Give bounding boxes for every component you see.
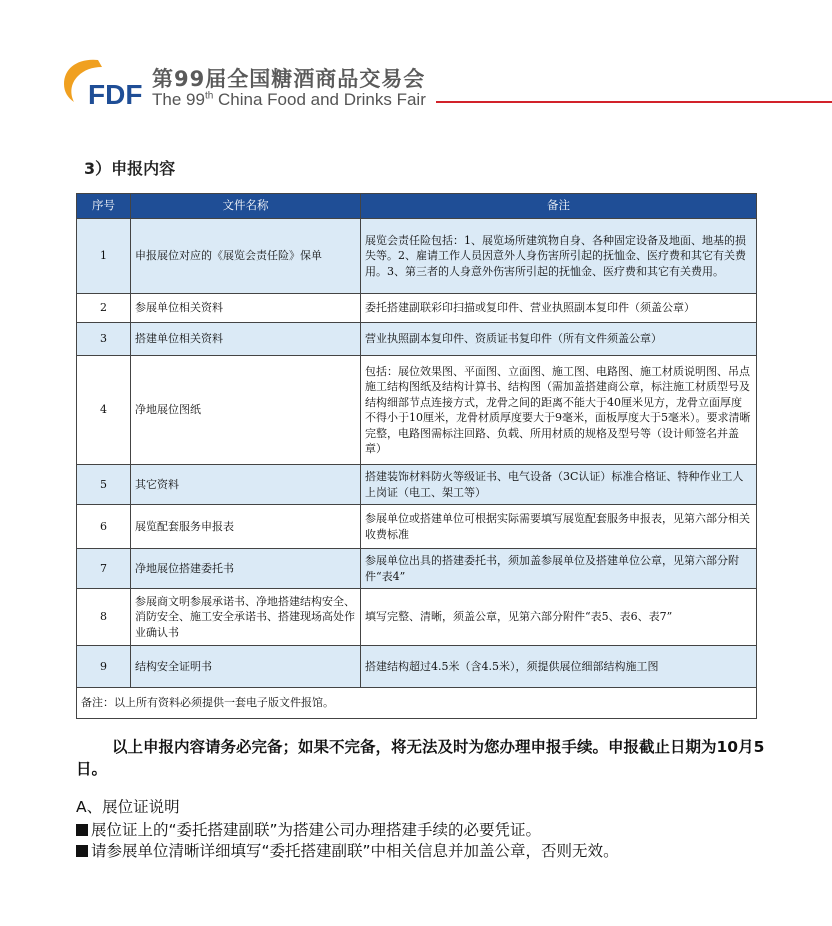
col-header-note: 备注 bbox=[361, 194, 757, 219]
row-note: 委托搭建副联彩印扫描或复印件、营业执照副本复印件（须盖公章） bbox=[361, 294, 757, 323]
table-row bbox=[77, 646, 757, 688]
row-note: 展览会责任险包括：1、展览场所建筑物自身、各种固定设备及地面、地基的损失等。2、雇请工作人员因意外人身伤害所引起的抚恤金、医疗费和其它有关费用。3、第三者的人身意外伤害所引起的抚恤金、医疗费和其它有关费用。 bbox=[361, 219, 757, 294]
row-doc-name: 净地展位搭建委托书 bbox=[131, 549, 361, 589]
square-bullet-icon bbox=[76, 824, 88, 836]
logo-text: FDF bbox=[88, 79, 143, 108]
row-no: 9 bbox=[77, 646, 131, 688]
row-no: 7 bbox=[77, 549, 131, 589]
row-note: 参展单位或搭建单位可根据实际需要填写展览配套服务申报表，见第六部分相关收费标准 bbox=[361, 505, 757, 549]
row-no: 3 bbox=[77, 323, 131, 356]
row-doc-name: 净地展位图纸 bbox=[131, 356, 361, 465]
bullet-item: 展位证上的“委托搭建副联”为搭建公司办理搭建手续的必要凭证。 bbox=[76, 818, 541, 840]
table-row bbox=[77, 465, 757, 505]
table-row bbox=[77, 294, 757, 323]
square-bullet-icon bbox=[76, 845, 88, 857]
row-note: 填写完整、清晰，须盖公章，见第六部分附件“表5、表6、表7” bbox=[361, 589, 757, 646]
row-note: 参展单位出具的搭建委托书，须加盖参展单位及搭建单位公章，见第六部分附件“表4” bbox=[361, 549, 757, 589]
row-doc-name: 其它资料 bbox=[131, 465, 361, 505]
row-no: 2 bbox=[77, 294, 131, 323]
col-header-name: 文件名称 bbox=[131, 194, 361, 219]
row-no: 5 bbox=[77, 465, 131, 505]
row-no: 8 bbox=[77, 589, 131, 646]
row-doc-name: 搭建单位相关资料 bbox=[131, 323, 361, 356]
table-row bbox=[77, 549, 757, 589]
row-no: 6 bbox=[77, 505, 131, 549]
section-a-title: A、展位证说明 bbox=[76, 798, 180, 816]
fdf-logo bbox=[58, 54, 150, 108]
bullet-item: 请参展单位清晰详细填写“委托搭建副联”中相关信息并加盖公章，否则无效。 bbox=[76, 839, 619, 861]
table-row bbox=[77, 356, 757, 465]
col-header-no: 序号 bbox=[77, 194, 131, 219]
deadline-text: 以上申报内容请务必完备；如果不完备，将无法及时为您办理申报手续。申报截止日期为10月5日。 bbox=[76, 738, 765, 778]
table-row bbox=[77, 505, 757, 549]
table-row bbox=[77, 219, 757, 294]
section-title: 3）申报内容 bbox=[84, 159, 176, 178]
row-doc-name: 参展商文明参展承诺书、净地搭建结构安全、消防安全、施工安全承诺书、搭建现场高处作业确认书 bbox=[131, 589, 361, 646]
row-doc-name: 参展单位相关资料 bbox=[131, 294, 361, 323]
deadline-paragraph bbox=[76, 736, 766, 780]
row-doc-name: 结构安全证明书 bbox=[131, 646, 361, 688]
table-footnote: 备注：以上所有资料必须提供一套电子版文件报馆。 bbox=[77, 688, 757, 719]
row-note: 搭建装饰材料防火等级证书、电气设备（3C认证）标准合格证、特种作业工人上岗证（电工、架工等） bbox=[361, 465, 757, 505]
header-rule bbox=[436, 101, 832, 103]
row-note: 营业执照副本复印件、资质证书复印件（所有文件须盖公章） bbox=[361, 323, 757, 356]
table-footnote-row bbox=[77, 688, 757, 719]
declaration-table bbox=[76, 193, 757, 719]
table-row bbox=[77, 589, 757, 646]
row-doc-name: 申报展位对应的《展览会责任险》保单 bbox=[131, 219, 361, 294]
row-no: 4 bbox=[77, 356, 131, 465]
fair-title-cn: 第99届全国糖酒商品交易会 bbox=[152, 67, 426, 91]
fair-title-en: The 99th China Food and Drinks Fair bbox=[152, 90, 426, 109]
row-note: 包括：展位效果图、平面图、立面图、施工图、电路图、施工材质说明图、吊点施工结构图纸及结构计算书、结构图（需加盖搭建商公章，标注施工材质型号及结构细部节点连接方式，龙骨之间的距离不能大于40厘米见方，龙骨立面厚度不得小于10厘米，龙骨材质厚度要大于9毫米，面板厚度大于5毫米）。要求清晰完整，电路图需标注回路、负载、所用材质的规格及型号等（设计师签名并盖章） bbox=[361, 356, 757, 465]
row-note: 搭建结构超过4.5米（含4.5米），须提供展位细部结构施工图 bbox=[361, 646, 757, 688]
row-no: 1 bbox=[77, 219, 131, 294]
row-doc-name: 展览配套服务申报表 bbox=[131, 505, 361, 549]
table-row bbox=[77, 323, 757, 356]
table-header-row bbox=[77, 194, 757, 219]
